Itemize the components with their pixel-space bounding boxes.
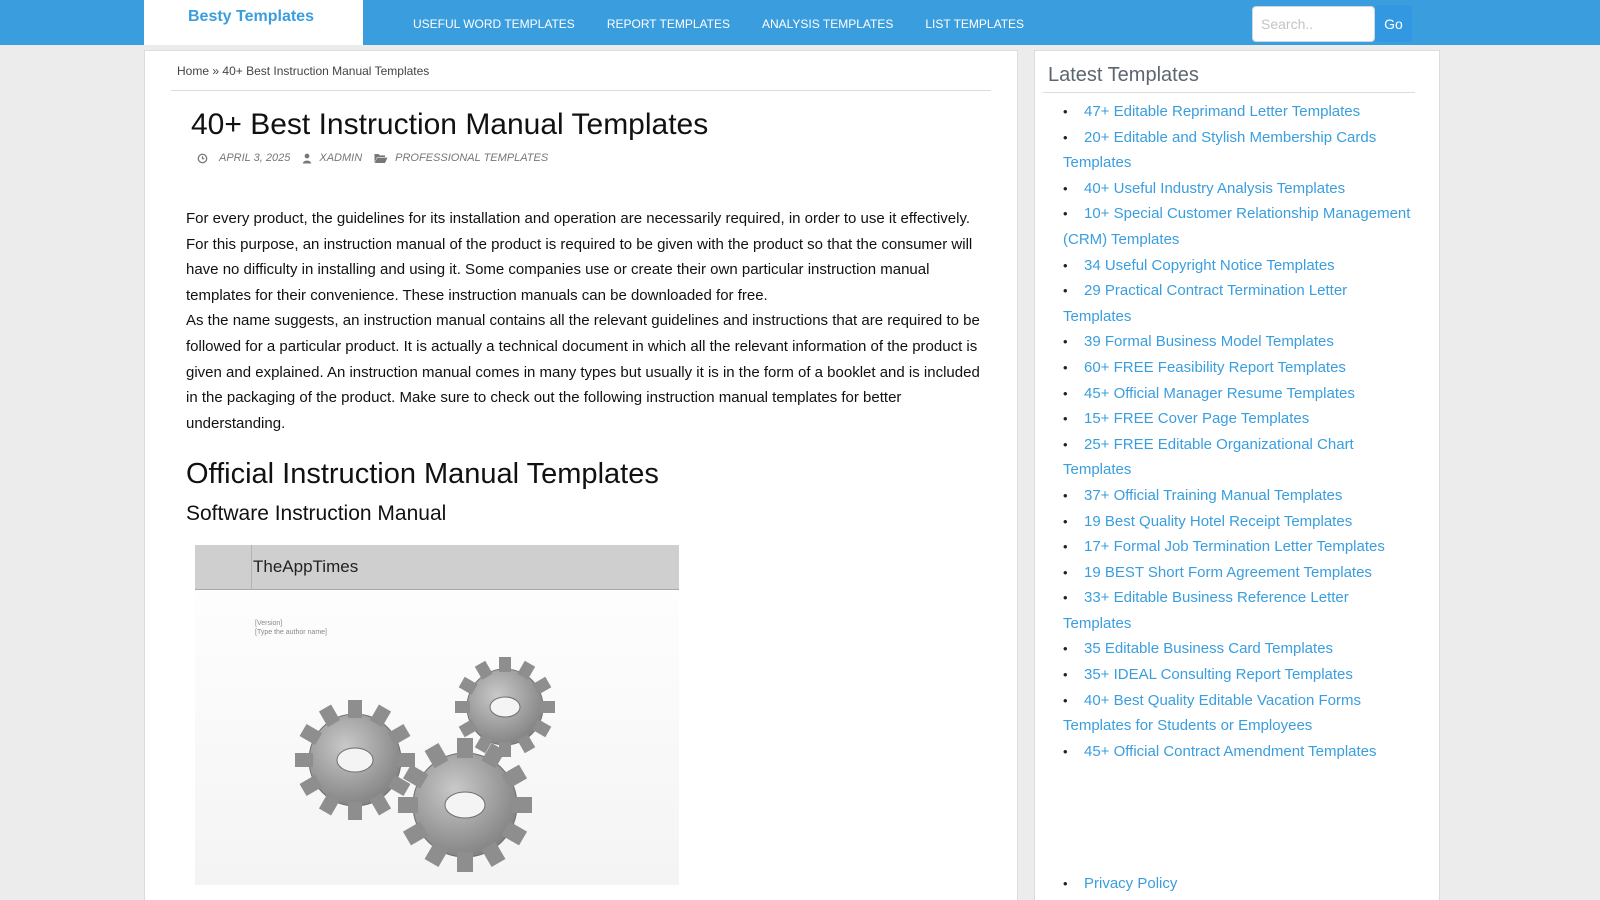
article-panel: [144, 50, 1018, 900]
privacy-policy-link[interactable]: Privacy Policy: [1084, 875, 1178, 892]
list-item: [1063, 253, 1413, 279]
nav-item-report-templates[interactable]: REPORT TEMPLATES: [606, 17, 730, 31]
latest-template-link[interactable]: 35+ IDEAL Consulting Report Templates: [1084, 666, 1353, 684]
list-item: [1063, 381, 1413, 407]
nav-item-analysis-templates[interactable]: ANALYSIS TEMPLATES: [761, 17, 894, 31]
latest-template-link[interactable]: 29 Practical Contract Termination Letter Templates: [1063, 282, 1348, 325]
gears-icon: [195, 545, 679, 885]
post-date: APRIL 3, 2025: [219, 152, 291, 164]
sidebar-divider: [1043, 92, 1415, 93]
main-nav: [413, 17, 1024, 31]
user-icon: [302, 153, 312, 164]
list-item: [1063, 636, 1413, 662]
breadcrumb-divider: [171, 90, 991, 91]
list-item: [1063, 406, 1413, 432]
list-item: [1063, 201, 1413, 252]
post-meta: [197, 152, 548, 164]
list-item: [1063, 560, 1413, 586]
search-go-button[interactable]: Go: [1375, 5, 1412, 42]
latest-template-link[interactable]: 33+ Editable Business Reference Letter Templates: [1063, 589, 1349, 632]
latest-template-link[interactable]: 45+ Official Manager Resume Templates: [1084, 384, 1355, 402]
breadcrumb-current: 40+ Best Instruction Manual Templates: [222, 64, 430, 78]
latest-template-link[interactable]: 45+ Official Contract Amendment Templates: [1084, 742, 1377, 760]
sidebar: [1034, 50, 1440, 900]
latest-template-link[interactable]: 20+ Editable and Stylish Membership Cards Templates: [1063, 128, 1377, 172]
doc-author-text: [Type the author name]: [255, 629, 327, 636]
latest-template-link[interactable]: 10+ Special Customer Relationship Management (CRM) Templates: [1063, 205, 1411, 248]
list-item: [1063, 432, 1413, 483]
latest-template-link[interactable]: 60+ FREE Feasibility Report Templates: [1084, 358, 1346, 376]
search-input[interactable]: [1252, 6, 1375, 42]
latest-templates-list: [1063, 99, 1413, 764]
list-item: [1063, 329, 1413, 355]
sidebar-title: Latest Templates: [1048, 64, 1199, 86]
page-title: 40+ Best Instruction Manual Templates: [191, 108, 709, 141]
nav-item-useful-word-templates[interactable]: USEFUL WORD TEMPLATES: [413, 17, 575, 31]
latest-template-link[interactable]: 40+ Best Quality Editable Vacation Forms Templates for Students or Employees: [1063, 691, 1361, 735]
latest-template-link[interactable]: 39 Formal Business Model Templates: [1084, 333, 1334, 351]
latest-template-link[interactable]: 15+ FREE Cover Page Templates: [1084, 410, 1310, 428]
breadcrumb-separator: »: [212, 64, 220, 78]
latest-template-link[interactable]: 40+ Useful Industry Analysis Templates: [1084, 179, 1346, 197]
list-item: [1063, 509, 1413, 535]
list-item: [1063, 176, 1413, 202]
post-category-link[interactable]: PROFESSIONAL TEMPLATES: [395, 152, 549, 164]
breadcrumb: [177, 64, 429, 78]
list-item: [1063, 871, 1413, 897]
footer-links-list: [1063, 871, 1413, 897]
latest-template-link[interactable]: 35 Editable Business Card Templates: [1084, 640, 1334, 658]
sub-heading: Software Instruction Manual: [186, 502, 447, 526]
list-item: [1063, 125, 1413, 176]
doc-title: TheAppTimes: [253, 557, 359, 576]
top-navbar: [0, 0, 1600, 45]
section-heading: Official Instruction Manual Templates: [186, 458, 659, 491]
latest-template-link[interactable]: 47+ Editable Reprimand Letter Templates: [1084, 103, 1361, 120]
list-item: [1063, 585, 1413, 636]
article-content: [186, 206, 991, 527]
latest-template-link[interactable]: 19 BEST Short Form Agreement Templates: [1084, 563, 1372, 581]
list-item: [1063, 278, 1413, 329]
latest-template-link[interactable]: 37+ Official Training Manual Templates: [1084, 486, 1343, 504]
list-item: [1063, 355, 1413, 381]
folder-open-icon: [374, 153, 388, 164]
post-author-link[interactable]: XADMIN: [319, 152, 363, 164]
list-item: [1063, 662, 1413, 688]
latest-template-link[interactable]: 19 Best Quality Hotel Receipt Templates: [1084, 512, 1353, 530]
list-item: [1063, 483, 1413, 509]
nav-item-list-templates[interactable]: LIST TEMPLATES: [925, 17, 1025, 31]
list-item: [1063, 688, 1413, 739]
latest-template-link[interactable]: 34 Useful Copyright Notice Templates: [1084, 256, 1335, 274]
list-item: [1063, 739, 1413, 765]
latest-template-link[interactable]: 17+ Formal Job Termination Letter Templates: [1084, 538, 1385, 556]
list-item: [1063, 99, 1413, 125]
site-logo[interactable]: Besty Templates: [144, 0, 363, 45]
intro-paragraph: For every product, the guidelines for its installation and operation are necessarily required, in order to use it effectively. For this purpose, an instruction manual of the product is required to be given with the product so that the consumer will have no difficulty in installing and using it. Some companies use or create their own particular instruction manual templates for their convenience. These instruction manuals can be downloaded for free.: [186, 210, 973, 304]
software-manual-preview-image[interactable]: [195, 545, 679, 885]
breadcrumb-home-link[interactable]: Home: [177, 64, 210, 78]
list-item: [1063, 534, 1413, 560]
clock-icon: [197, 153, 208, 164]
latest-template-link[interactable]: 25+ FREE Editable Organizational Chart Templates: [1063, 435, 1354, 479]
description-paragraph: As the name suggests, an instruction manual contains all the relevant guidelines and instructions that are required to be followed for a particular product. It is actually a technical document in which all the relevant information of the product is given and explained. An instruction manual comes in many types but usually it is in the form of a booklet and is included in the packaging of the product. Make sure to check out the following instruction manual templates for better understanding.: [186, 312, 980, 432]
doc-version-text: [Version]: [255, 620, 283, 627]
